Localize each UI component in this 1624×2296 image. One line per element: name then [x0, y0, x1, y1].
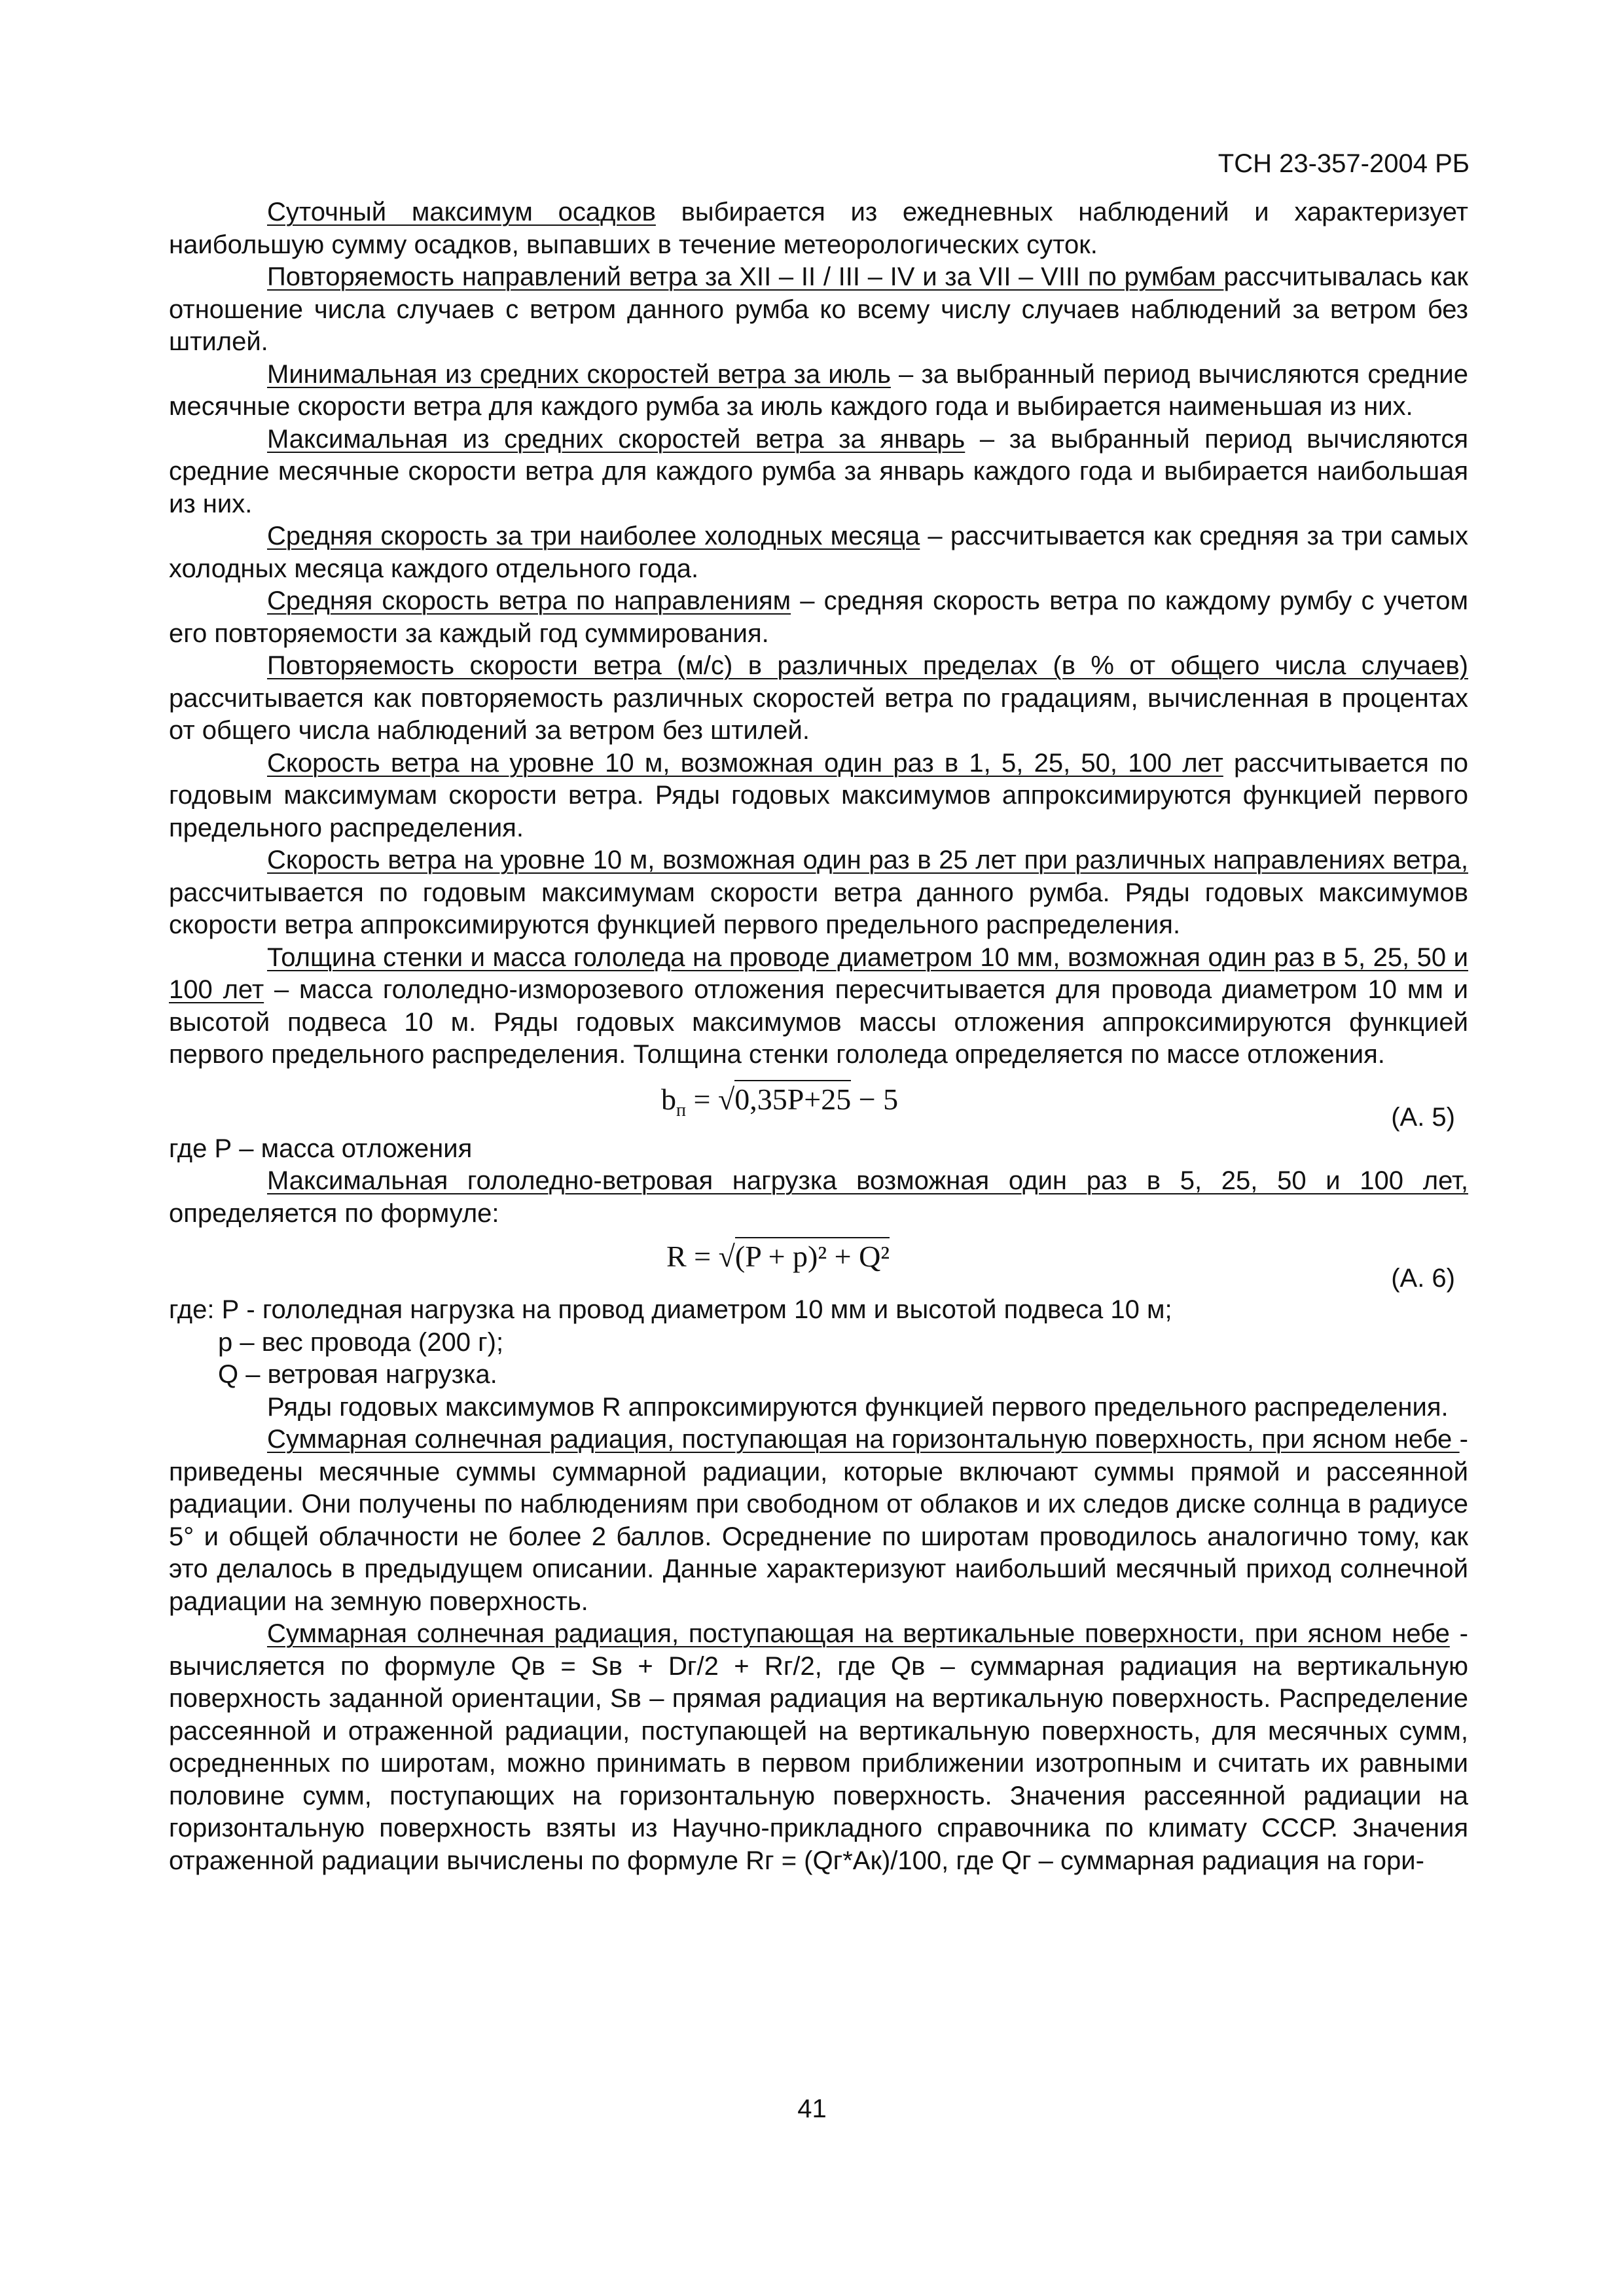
- definition: – средняя скорость ветра по каждому румбу с учетом его повторяемости за каждый год суммирования.: [169, 586, 1468, 648]
- definition: рассчитывается по годовым максимумам скорости ветра. Ряды годовых максимумов аппроксимируются функцией первого предельного распределения.: [169, 748, 1468, 842]
- formula-a6-number: (А. 6): [1391, 1264, 1455, 1293]
- document-body: [169, 196, 1468, 1877]
- formula-a5: [169, 1082, 1468, 1132]
- term: Минимальная из средних скоростей ветра за июль: [267, 359, 891, 389]
- paragraph-min-july-wind: [169, 359, 1468, 423]
- term: Максимальная гололедно-ветровая нагрузка возможная один раз в 5, 25, 50 и 100 лет,: [267, 1166, 1468, 1195]
- formula-subscript: п: [676, 1100, 686, 1121]
- paragraph-speed-frequency: [169, 650, 1468, 747]
- formula-radicand: 0,35P+25: [734, 1080, 851, 1116]
- paragraph-ice-thickness: [169, 942, 1468, 1071]
- paragraph-wind-25-years-directions: [169, 844, 1468, 942]
- paragraph-cold-months-speed: [169, 520, 1468, 585]
- formula-lhs: R =: [666, 1240, 719, 1273]
- definition: рассчитывалась как отношение числа случаев с ветром данного румба ко всему числу случаев наблюдений за ветром без штилей.: [169, 262, 1468, 356]
- formula-radicand: (P + p)² + Q²: [735, 1237, 890, 1273]
- formula-a5-expression: $b_п = √0,35P+25 - 5$: [661, 1083, 898, 1127]
- formula-lhs: b: [661, 1082, 676, 1116]
- where-wind-load: Q – ветровая нагрузка.: [218, 1360, 497, 1389]
- paragraph-solar-horizontal: [169, 1424, 1468, 1618]
- definition: - приведены месячные суммы суммарной радиации, которые включают суммы прямой и рассеянной радиации. Они получены по наблюдениям при свободном от облаков и их следов диске солнца в радиусе 5° и общей облачности не более 2 баллов. Осреднение по широтам проводилось аналогично тому, как это делалось в предыдущем описании. Данные характеризуют наибольший месячный приход солнечной радиации на земную поверхность.: [169, 1425, 1468, 1616]
- definition: рассчитывается по годовым максимумам скорости ветра данного румба. Ряды годовых максимумов скорости ветра аппроксимируются функцией первого предельного распределения.: [169, 878, 1468, 939]
- paragraph-max-january-wind: [169, 423, 1468, 521]
- formula-a6-expression: R = √(P + p)² + Q²: [666, 1240, 890, 1273]
- term: Скорость ветра на уровне 10 м, возможная один раз в 1, 5, 25, 50, 100 лет: [267, 748, 1223, 778]
- definition: – за выбранный период вычисляются средние месячные скорости ветра для каждого румба за январь каждого года и выбирается наибольшая из них.: [169, 424, 1468, 518]
- paragraph-ice-wind-load: [169, 1165, 1468, 1230]
- formula-tail: − 5: [851, 1082, 899, 1116]
- term: Суточный максимум осадков: [267, 198, 656, 226]
- definition: определяется по формуле:: [169, 1198, 499, 1228]
- term: Средняя скорость за три наиболее холодных месяца: [267, 522, 920, 550]
- definition: – рассчитывается как средняя за три самых холодных месяца каждого отдельного года.: [169, 522, 1468, 583]
- paragraph-wind-return-periods: [169, 747, 1468, 845]
- paragraph-solar-vertical: [169, 1618, 1468, 1877]
- formula-equals: =: [685, 1082, 718, 1116]
- page-number: 41: [797, 2094, 827, 2123]
- where-load-p: где: Р - гололедная нагрузка на провод диаметром 10 мм и высотой подвеса 10 м;: [169, 1295, 1172, 1324]
- paragraph-rows-r: Ряды годовых максимумов R аппроксимируются функцией первого предельного распределения.: [267, 1392, 1449, 1422]
- definition: - вычисляется по формуле Qв = Sв + Dг/2 + Rг/2, где Qв – суммарная радиация на вертикальную поверхность заданной ориентации, Sв – прямая радиация на вертикальную поверхность. Распределение рассеянной и отраженной радиации, поступающей на вертикальную поверхность, для месячных сумм, осредненных по широтам, можно принимать в первом приближении изотропным и считать их равными половине сумм, поступающих на горизонтальную поверхность. Значения рассеянной радиации на горизонтальную поверхность взяты из Научно-прикладного справочника по климату СССР. Значения отраженной радиации вычислены по формуле Rг = (Qг*Ак)/100, где Qг – суммарная радиация на гори-: [169, 1619, 1468, 1875]
- definition: выбирается из ежедневных наблюдений и характеризует наибольшую сумму осадков, выпавших в течение метеорологических суток.: [169, 198, 1468, 259]
- term: Толщина стенки и масса гололеда на проводе диаметром 10 мм, возможная один раз в 5, 25, 50 и 100 лет: [169, 942, 1468, 1004]
- term: Повторяемость направлений ветра за XII – II / III – IV и за VII – VIII по румбам: [267, 262, 1224, 291]
- where-wire-weight: р – вес провода (200 г);: [218, 1327, 504, 1357]
- formula-a5-number: (А. 5): [1391, 1102, 1455, 1132]
- paragraph-daily-max-precip: [169, 196, 1468, 261]
- term: Повторяемость скорости ветра (м/с) в различных пределах (в % от общего числа случаев): [267, 651, 1468, 680]
- document-code-header: ТСН 23-357-2004 РБ: [1218, 149, 1470, 178]
- term: Скорость ветра на уровне 10 м, возможная один раз в 25 лет при различных направлениях ветра,: [267, 846, 1468, 874]
- definition: рассчитывается как повторяемость различных скоростей ветра по градациям, вычисленная в процентах от общего числа наблюдений за ветром без штилей.: [169, 683, 1468, 745]
- paragraph-wind-direction-frequency: [169, 261, 1468, 359]
- definition: – за выбранный период вычисляются средние месячные скорости ветра для каждого румба за июль каждого года и выбирается наименьшая из них.: [169, 359, 1468, 421]
- term: Максимальная из средних скоростей ветра за январь: [267, 424, 965, 454]
- term: Средняя скорость ветра по направлениям: [267, 586, 791, 615]
- paragraph-speed-by-direction: [169, 585, 1468, 650]
- formula-a6: [169, 1235, 1468, 1294]
- where-mass: где Р – масса отложения: [169, 1134, 473, 1163]
- definition: – масса гололедно-изморозевого отложения пересчитывается для провода диаметром 10 мм и высотой подвеса 10 м. Ряды годовых максимумов массы отложения аппроксимируются функцией первого предельного распределения. Толщина стенки гололеда определяется по массе отложения.: [169, 975, 1469, 1069]
- term: Суммарная солнечная радиация, поступающая на вертикальные поверхности, при ясном небе: [267, 1619, 1450, 1648]
- term: Суммарная солнечная радиация, поступающая на горизонтальную поверхность, при ясном небе: [267, 1425, 1460, 1454]
